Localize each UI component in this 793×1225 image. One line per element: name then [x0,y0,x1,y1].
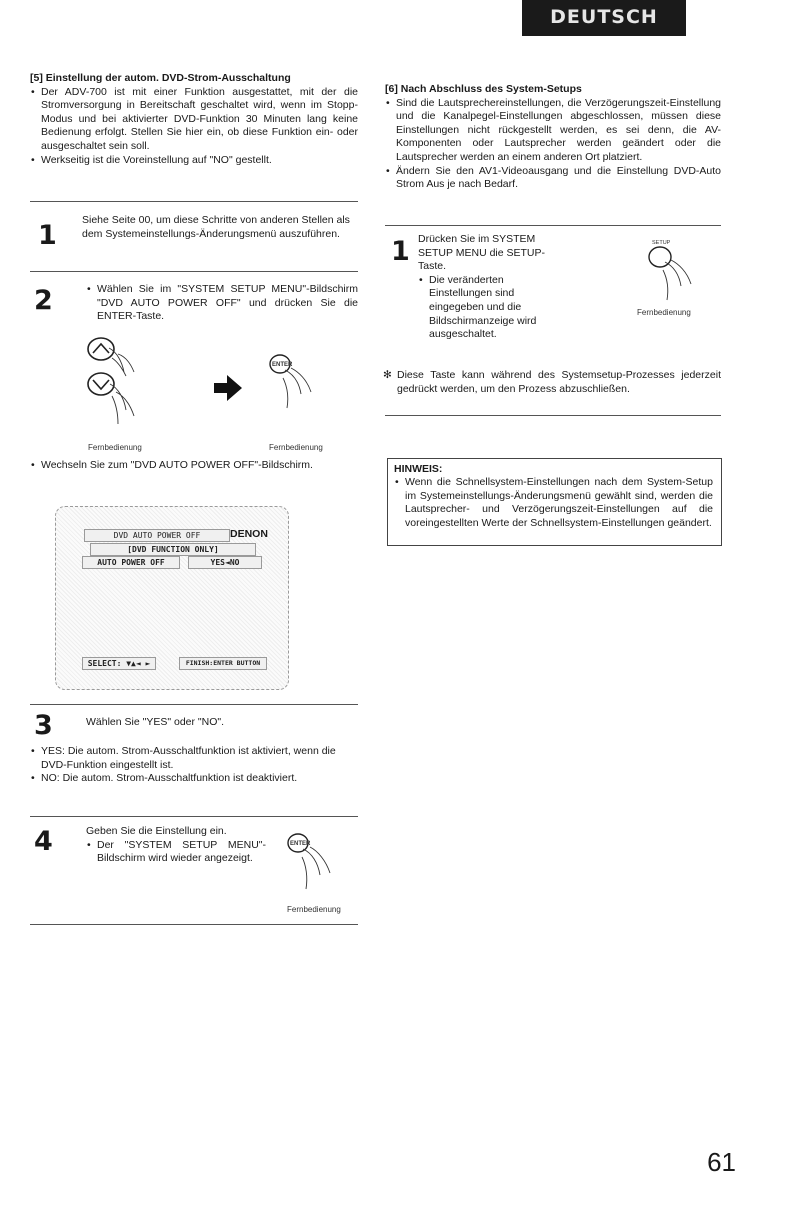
osd-finish-hint: FINISH:ENTER BUTTON [179,657,267,670]
list-item: • Werkseitig ist die Voreinstellung auf "NO" gestellt. [30,154,358,168]
hand-icon [283,368,311,408]
step-3-options [30,745,358,786]
asterisk-icon: ✻ [383,369,392,381]
section-5 [30,72,358,167]
list-item: • Der ADV-700 ist mit einer Funktion ausgestattet, mit der die Stromversorgung in Bereitschaft geschaltet wird, wenn im Stopp-Modus und bei aktivierter DVD-Funktion 30 Minuten lang keine Bedienung erfolgt. Stellen Sie hier ein, ob diese Funktion ein- oder ausgeschaltet sein soll. [30,86,358,154]
osd-value: YES◄NO [188,556,262,569]
setup-button-label: SETUP [652,240,671,246]
divider [30,816,358,817]
remote-cursor-illustration [82,332,182,432]
list-item: • YES: Die autom. Strom-Ausschaltfunktion ist aktiviert, wenn die DVD-Funktion eingestellt ist. [31,745,336,771]
step-1-text [418,233,566,342]
divider [30,924,358,925]
arrow-right-icon [212,372,244,404]
remote-label: Fernbedienung [269,443,323,452]
step-4-sub [86,839,266,866]
step-1-instruction: Drücken Sie im SYSTEM SETUP MENU die SETUP-Taste. [418,233,545,273]
star-note [383,369,721,396]
list-item: • Wählen Sie im "SYSTEM SETUP MENU"-Bildschirm "DVD AUTO POWER OFF" und drücken Sie die ENTER-Taste. [86,283,358,324]
note-text [394,476,713,530]
step-1-number: 1 [391,236,410,267]
hand-icon [109,348,134,424]
step-3-number: 3 [34,710,53,741]
osd-screen [55,506,289,690]
option-no: NO: Die autom. Strom-Ausschaltfunktion ist deaktiviert. [41,772,298,785]
osd-select-hint: SELECT: ▼▲◄ ► [82,657,156,670]
switch-note [30,459,358,473]
step-2-text [86,283,358,324]
list-item: • NO: Die autom. Strom-Ausschaltfunktion ist deaktiviert. [31,772,298,785]
section-5-bullets [30,86,358,168]
hand-icon [302,847,330,889]
divider [385,415,721,416]
enter-button-label: ENTER [290,841,311,847]
section-6-title: [6] Nach Abschluss des System-Setups [385,83,582,95]
step-1-number: 1 [38,220,57,251]
list-item: • Wechseln Sie zum "DVD AUTO POWER OFF"-Bildschirm. [30,459,358,473]
section-5-title: [5] Einstellung der autom. DVD-Strom-Ausschaltung [30,72,291,84]
remote-label: Fernbedienung [287,905,341,914]
hand-icon [663,260,691,300]
list-item: • Die veränderten Einstellungen sind eingegeben und die Bildschirmanzeige wird ausgeschaltet. [418,274,566,342]
list-item: • Sind die Lautsprechereinstellungen, die Verzögerungszeit-Einstellung und die Kanalpegel-Einstellungen abgeschlossen, müssen diese Einstellungen nicht rückgestellt werden, es sei denn, die AV-Komponenten oder Lautsprecher werden geändert oder die Lautsprecher werden an einem anderen Ort platziert. [385,97,721,165]
section-6-bullets [385,97,721,192]
enter-button-label: ENTER [272,362,293,368]
step-1-sub [418,274,566,342]
remote-label: Fernbedienung [637,308,691,317]
note-title: HINWEIS: [394,463,443,475]
section-6 [385,83,721,192]
divider [30,201,358,202]
divider [30,704,358,705]
divider [30,271,358,272]
osd-brand: DENON [230,528,268,540]
step-4-number: 4 [34,826,53,857]
remote-label: Fernbedienung [88,443,142,452]
language-tab: DEUTSCH [522,0,686,36]
star-note-text: Diese Taste kann während des Systemsetup-Prozesses jederzeit gedrückt werden, um den Prozess abzuschließen. [397,369,721,395]
step-4-instruction: Geben Sie die Einstellung ein. [86,825,227,837]
osd-subtitle: [DVD FUNCTION ONLY] [90,543,256,556]
list-item: • Wenn die Schnellsystem-Einstellungen nach dem System-Setup im Systemeinstellungs-Änderungsmenü gewählt sind, werden die Lautsprecher- und Verzögerungszeit-Einstellungen auf die voreingestellten Werte der Schnellsystem-Einstellungen geändert. [394,476,713,530]
list-item: • Ändern Sie den AV1-Videoausgang und die Einstellung DVD-Auto Strom Aus je nach Bedarf. [385,165,721,192]
step-2-number: 2 [34,285,53,316]
osd-item: AUTO POWER OFF [82,556,180,569]
step-1-text: Siehe Seite 00, um diese Schritte von anderen Stellen als dem Systemeinstellungs-Änderungsmenü auszuführen. [82,214,350,240]
note-box [387,458,722,546]
divider [385,225,721,226]
list-item: • Der "SYSTEM SETUP MENU"-Bildschirm wird wieder angezeigt. [86,839,266,866]
option-yes: YES: Die autom. Strom-Ausschaltfunktion ist aktiviert, wenn die DVD-Funktion eingestellt ist. [41,745,336,771]
step-3-text: Wählen Sie "YES" oder "NO". [86,716,225,728]
page-number: 61 [707,1147,736,1177]
osd-title: DVD AUTO POWER OFF [84,529,230,542]
step-4-text [86,825,266,866]
